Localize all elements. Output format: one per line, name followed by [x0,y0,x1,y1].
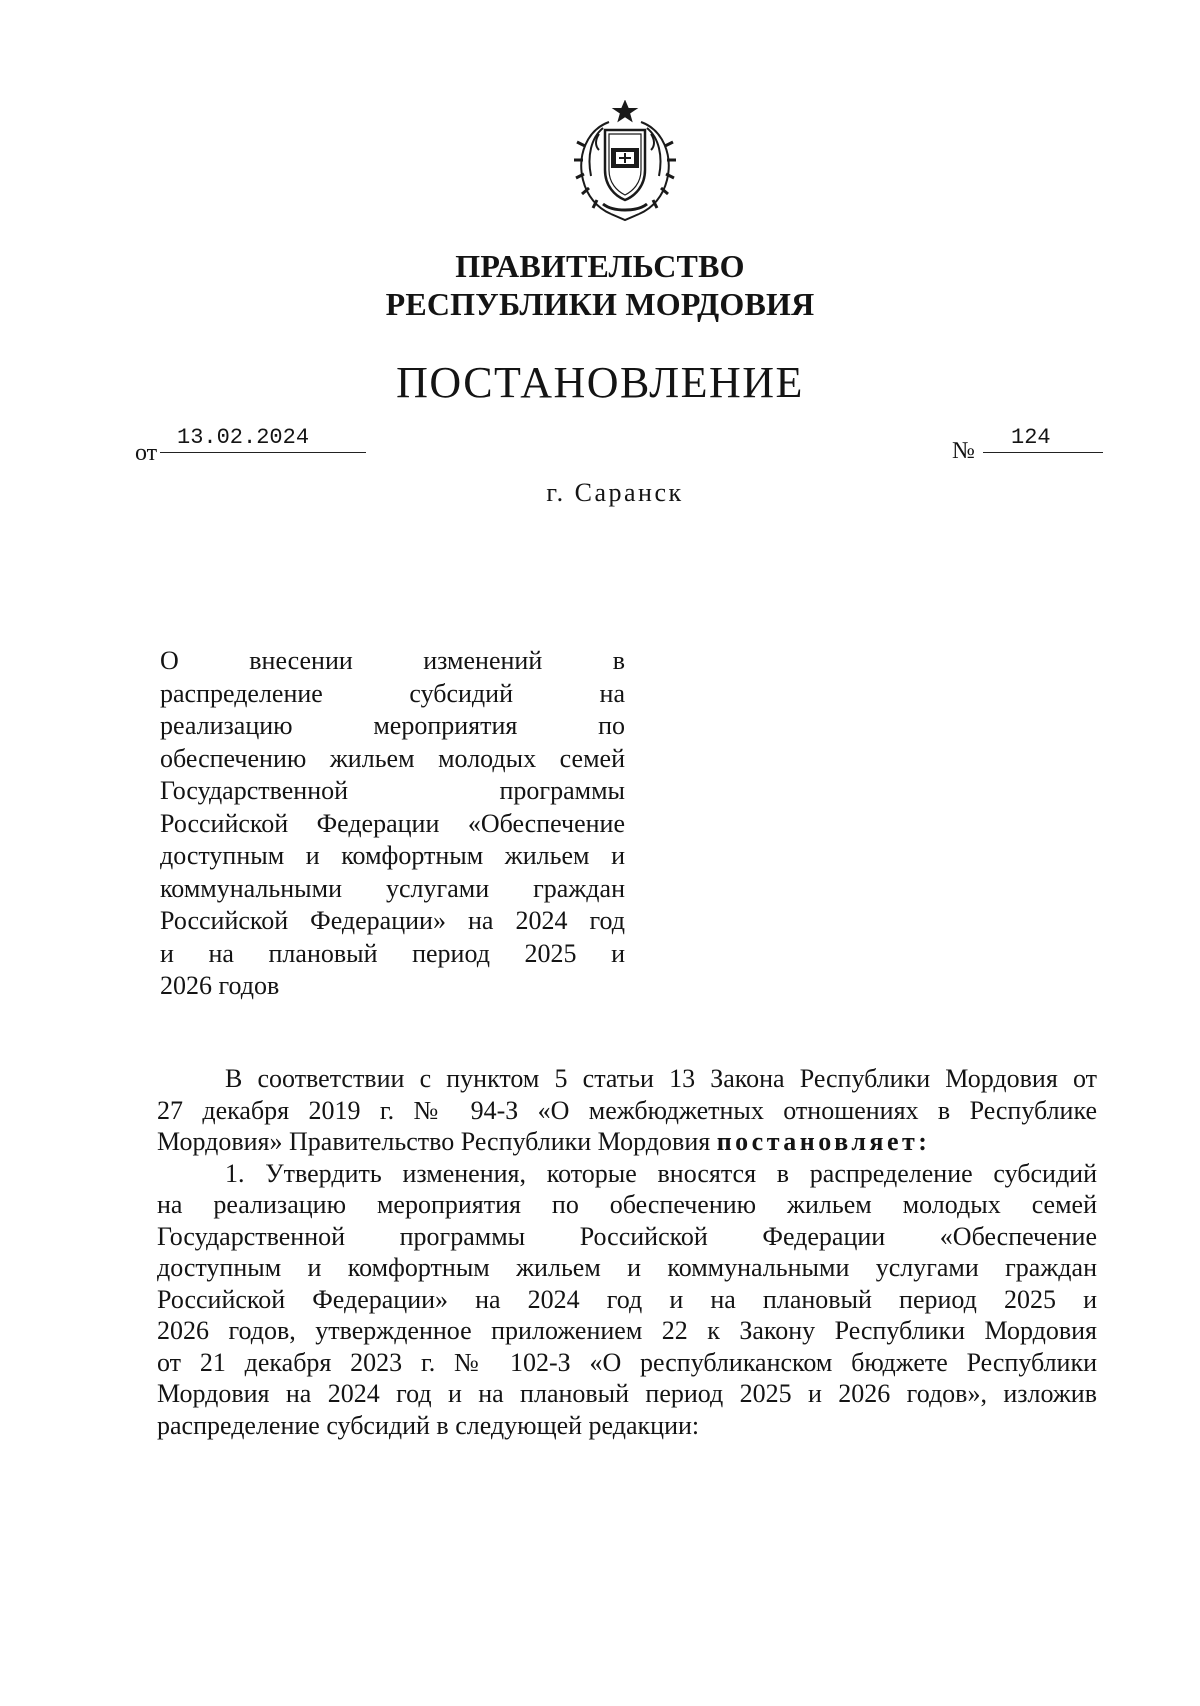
resolution-keyword: постановляет: [716,1127,931,1156]
document-subject [160,645,625,1003]
document-date: 13.02.2024 [160,424,366,453]
body-line: Российской Федерации» на 2024 год и на плановый период 2025 и [157,1284,1097,1314]
body-line: 27 декабря 2019 г. № 94-З «О межбюджетных отношениях в Республике [157,1095,1097,1125]
subject-line: Российской Федерации «Обеспечение [160,808,625,838]
government-title-line-2: РЕСПУБЛИКИ МОРДОВИЯ [385,286,815,322]
coat-of-arms-emblem [569,100,681,222]
body-line: 2026 годов, утвержденное приложением 22 к Закону Республики Мордовия [157,1316,1097,1345]
subject-line: 2026 годов [160,971,280,1000]
body-line: на реализацию мероприятия по обеспечению жильем молодых семей [157,1190,1097,1219]
subject-line: и на плановый период 2025 и [160,938,625,968]
subject-line: О внесении изменений в [160,646,625,675]
subject-line: распределение субсидий на [160,678,625,708]
body-line [157,1126,1097,1158]
subject-line: доступным и комфортным жильем и [160,841,625,870]
subject-line: Российской Федерации» на 2024 год [160,906,625,935]
body-line: 1. Утвердить изменения, которые вносятся в распределение субсидий [225,1158,1097,1188]
body-line: Мордовия на 2024 год и на плановый период 2025 и 2026 годов», изложив [157,1379,1097,1408]
body-line: Государственной программы Российской Федерации «Обеспечение [157,1221,1097,1251]
document-type-title: ПОСТАНОВЛЕНИЕ [396,358,804,407]
body-line: от 21 декабря 2023 г. № 102-З «О республиканском бюджете Республики [157,1347,1097,1377]
body-line-text: Мордовия» Правительство Республики Мордовия [157,1127,711,1156]
number-label: № [952,438,975,464]
date-label: от [135,440,158,466]
body-line: В соответствии с пунктом 5 статьи 13 Закона Республики Мордовия от [225,1064,1097,1093]
city-name: г. Саранск [546,478,684,507]
document-number: 124 [983,424,1103,453]
document-body [157,1063,1097,1441]
body-line: доступным и комфортным жильем и коммунальными услугами граждан [157,1253,1097,1282]
coat-of-arms-icon [569,100,681,222]
subject-line: коммунальными услугами граждан [160,873,625,903]
subject-line: реализацию мероприятия по [160,711,625,740]
subject-line: Государственной программы [160,776,625,805]
government-title-line-1: ПРАВИТЕЛЬСТВО [455,248,745,284]
subject-line: обеспечению жильем молодых семей [160,743,625,773]
body-line: распределение субсидий в следующей редакции: [157,1410,700,1440]
